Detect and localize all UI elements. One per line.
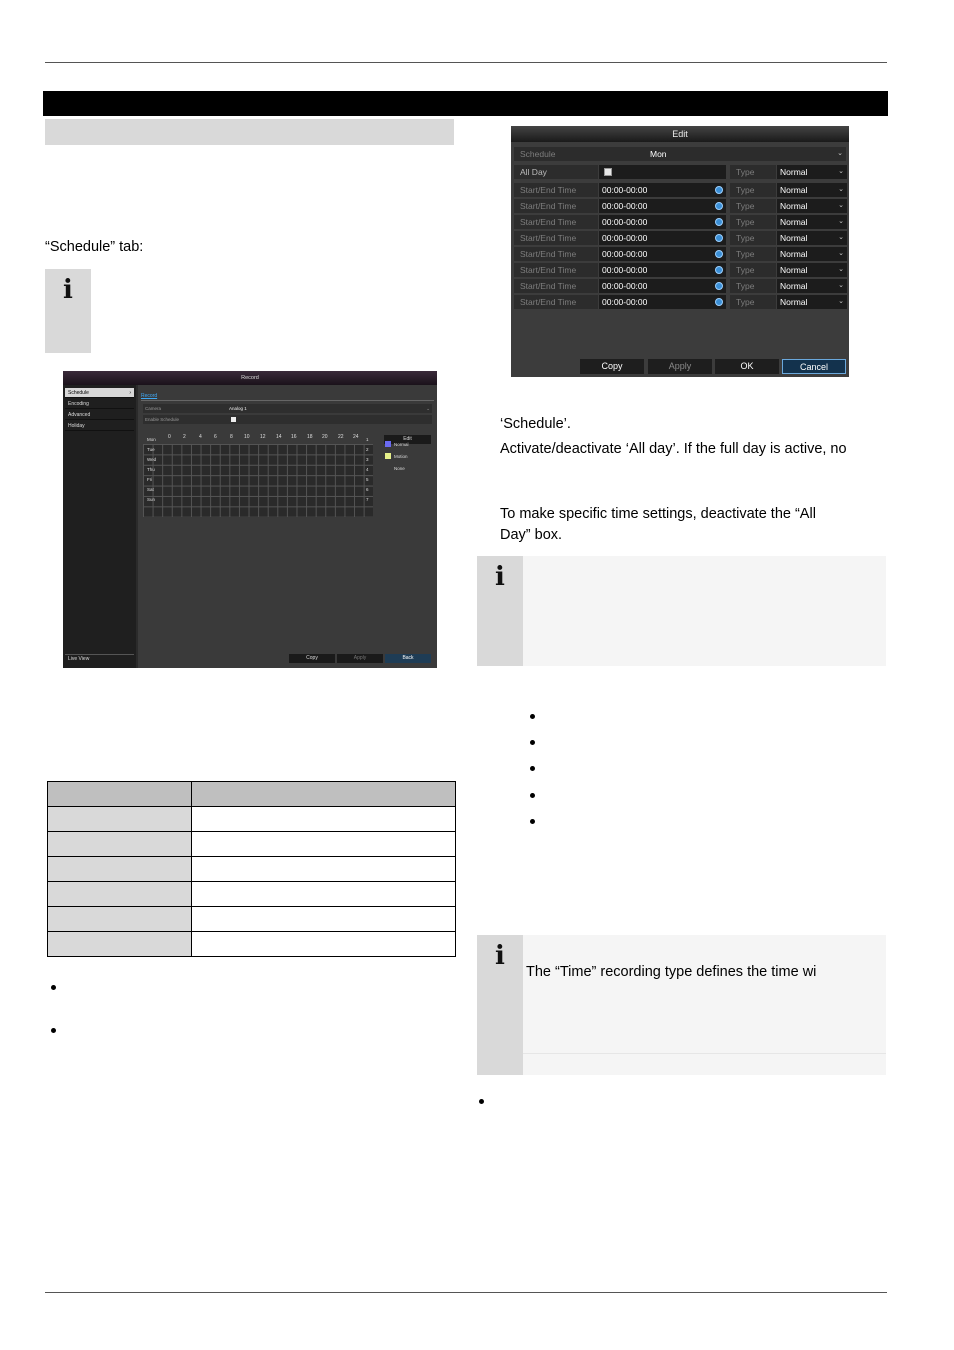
time-range-input[interactable]: 00:00-00:00 — [599, 199, 726, 213]
day-number: 6 — [366, 487, 369, 492]
schedule-text: ‘Schedule’. — [500, 416, 571, 432]
type-label: Type — [730, 231, 776, 245]
schedule-tab-text: “Schedule” tab: — [45, 239, 144, 255]
copy-button[interactable]: Copy — [580, 359, 644, 374]
record-sidebar — [63, 385, 136, 668]
color-swatch — [385, 453, 391, 459]
record-screenshot — [63, 371, 437, 668]
clock-icon[interactable] — [715, 202, 723, 210]
clock-icon[interactable] — [715, 218, 723, 226]
sidebar-item-holiday[interactable]: Holiday — [65, 421, 134, 431]
time-range-input[interactable]: 00:00-00:00 — [599, 295, 726, 309]
note-divider — [523, 1053, 886, 1054]
day-label: Wed — [147, 457, 157, 462]
chevron-right-icon: › — [129, 390, 131, 396]
bullet — [530, 766, 535, 771]
color-swatch — [385, 465, 391, 471]
type-label: Type — [730, 295, 776, 309]
type-label: Type — [730, 247, 776, 261]
table-row — [48, 832, 456, 857]
start-end-time-label: Start/End Time — [514, 295, 598, 309]
chevron-down-icon: ⌄ — [838, 168, 844, 175]
day-label: Thu — [147, 467, 155, 472]
day-label: Sat — [147, 487, 154, 492]
bullet — [530, 819, 535, 824]
start-end-time-label: Start/End Time — [514, 247, 598, 261]
chevron-down-icon: ⌄ — [838, 266, 844, 273]
schedule-grid[interactable] — [143, 444, 373, 517]
all-day-checkbox[interactable] — [604, 168, 612, 176]
note-box — [477, 556, 886, 666]
bullet — [479, 1099, 484, 1104]
day-label: Tue — [147, 447, 155, 452]
clock-icon[interactable] — [715, 250, 723, 258]
table-header-row — [48, 782, 456, 807]
chevron-down-icon: ⌄ — [838, 282, 844, 289]
apply-button[interactable]: Apply — [648, 359, 712, 374]
type-label: Type — [730, 263, 776, 277]
start-end-time-label: Start/End Time — [514, 199, 598, 213]
all-day-label: All Day — [514, 165, 598, 179]
day-number: 4 — [366, 467, 369, 472]
live-view-button[interactable]: Live View — [65, 654, 134, 663]
bullet — [51, 985, 56, 990]
note-box — [477, 935, 886, 1075]
clock-icon[interactable] — [715, 282, 723, 290]
type-label: Type — [730, 279, 776, 293]
back-button[interactable]: Back — [385, 654, 431, 663]
chevron-down-icon: ⌄ — [838, 250, 844, 257]
start-end-time-label: Start/End Time — [514, 215, 598, 229]
info-icon: i — [477, 935, 523, 1075]
clock-icon[interactable] — [715, 186, 723, 194]
all-day-field — [599, 165, 726, 179]
bullet — [530, 793, 535, 798]
schedule-row: Schedule Mon ⌄ — [514, 147, 846, 161]
clock-icon[interactable] — [715, 266, 723, 274]
enable-schedule-checkbox[interactable] — [231, 417, 236, 422]
time-range-input[interactable]: 00:00-00:00 — [599, 231, 726, 245]
sidebar-item-schedule[interactable]: Schedule › — [65, 388, 134, 398]
start-end-time-label: Start/End Time — [514, 279, 598, 293]
legend-normal[interactable]: Normal — [385, 441, 409, 447]
camera-row: Camera Analog 1 ⌄ — [145, 406, 430, 411]
table-row — [48, 857, 456, 882]
all-day-text: Activate/deactivate ‘All day’. If the full day is active, no — [500, 441, 847, 457]
table-row — [48, 807, 456, 832]
clock-icon[interactable] — [715, 298, 723, 306]
clock-icon[interactable] — [715, 234, 723, 242]
time-range-input[interactable]: 00:00-00:00 — [599, 183, 726, 197]
chevron-down-icon: ⌄ — [838, 186, 844, 193]
chevron-down-icon: ⌄ — [838, 234, 844, 241]
day-label: Sun — [147, 497, 156, 502]
chevron-down-icon: ⌄ — [838, 298, 844, 305]
enable-schedule-row: Enable Schedule — [143, 415, 432, 424]
edit-button[interactable]: Edit — [384, 435, 431, 444]
type-select[interactable]: Normal ⌄ — [777, 165, 847, 179]
legend-motion[interactable]: Motion — [385, 453, 408, 459]
type-select[interactable]: Normal ⌄ — [777, 279, 847, 293]
type-label: Type — [730, 215, 776, 229]
cancel-button[interactable]: Cancel — [782, 359, 846, 374]
day-number: 2 — [366, 447, 369, 452]
type-select[interactable]: Normal ⌄ — [777, 295, 847, 309]
table-row — [48, 882, 456, 907]
tab-divider — [141, 400, 434, 401]
ok-button[interactable]: OK — [715, 359, 779, 374]
top-rule — [45, 62, 887, 63]
info-icon: i — [45, 269, 91, 353]
type-label: Type — [730, 183, 776, 197]
day-label: Fri — [147, 477, 153, 482]
sidebar-item-advanced[interactable]: Advanced — [65, 410, 134, 420]
start-end-time-label: Start/End Time — [514, 263, 598, 277]
schedule-day-select[interactable]: Mon — [650, 149, 667, 159]
type-label: Type — [730, 199, 776, 213]
start-end-time-label: Start/End Time — [514, 183, 598, 197]
day-number: 3 — [366, 457, 369, 462]
start-end-time-label: Start/End Time — [514, 231, 598, 245]
record-title: Record — [63, 371, 437, 385]
time-recording-note: The “Time” recording type defines the time wi — [526, 964, 817, 980]
table-row — [48, 932, 456, 957]
bullet — [530, 740, 535, 745]
info-icon: i — [477, 556, 523, 666]
specific-time-text-2: Day” box. — [500, 527, 563, 543]
apply-button[interactable]: Apply — [337, 654, 383, 663]
chevron-down-icon: ⌄ — [838, 202, 844, 209]
bottom-rule — [45, 1292, 887, 1293]
time-range-input[interactable]: 00:00-00:00 — [599, 279, 726, 293]
chevron-down-icon: ⌄ — [426, 406, 430, 411]
bullet — [530, 714, 535, 719]
day-number: 7 — [366, 497, 369, 502]
tab-record[interactable]: Record — [141, 393, 158, 399]
type-select[interactable]: Normal ⌄ — [777, 247, 847, 261]
specific-time-text-1: To make specific time settings, deactivate the “All — [500, 506, 816, 522]
chevron-down-icon: ⌄ — [837, 150, 843, 157]
type-select[interactable]: Normal ⌄ — [777, 199, 847, 213]
edit-dialog — [511, 126, 849, 377]
color-swatch — [385, 441, 391, 447]
copy-button[interactable]: Copy — [289, 654, 335, 663]
type-select[interactable]: Normal ⌄ — [777, 215, 847, 229]
table-row — [48, 907, 456, 932]
type-select[interactable]: Normal ⌄ — [777, 183, 847, 197]
camera-select[interactable]: Analog 1 — [229, 406, 247, 411]
type-select[interactable]: Normal ⌄ — [777, 231, 847, 245]
bullet — [51, 1028, 56, 1033]
time-range-input[interactable]: 00:00-00:00 — [599, 247, 726, 261]
edit-dialog-title: Edit — [511, 126, 849, 142]
settings-table — [47, 781, 456, 957]
section-header-bar — [43, 91, 888, 116]
type-label: Type — [730, 165, 776, 179]
sidebar-item-encoding[interactable]: Encoding — [65, 399, 134, 409]
chevron-down-icon: ⌄ — [838, 218, 844, 225]
legend-none[interactable]: None — [385, 465, 405, 471]
time-range-input[interactable]: 00:00-00:00 — [599, 215, 726, 229]
day-label: Mon — [147, 437, 156, 442]
type-select[interactable]: Normal ⌄ — [777, 263, 847, 277]
subsection-header-bar — [45, 119, 454, 145]
time-range-input[interactable]: 00:00-00:00 — [599, 263, 726, 277]
record-main: Record Camera Analog 1 ⌄ Enable Schedule 0 2 4 6 8 10 12 14 16 18 20 22 24 Mon Tue Wed Thu Fri Sat Sun 1 2 3 4 5 6 7 Edit Normal Motion None Copy Apply Back — [138, 385, 437, 668]
day-number: 5 — [366, 477, 369, 482]
day-number: 1 — [366, 437, 369, 442]
